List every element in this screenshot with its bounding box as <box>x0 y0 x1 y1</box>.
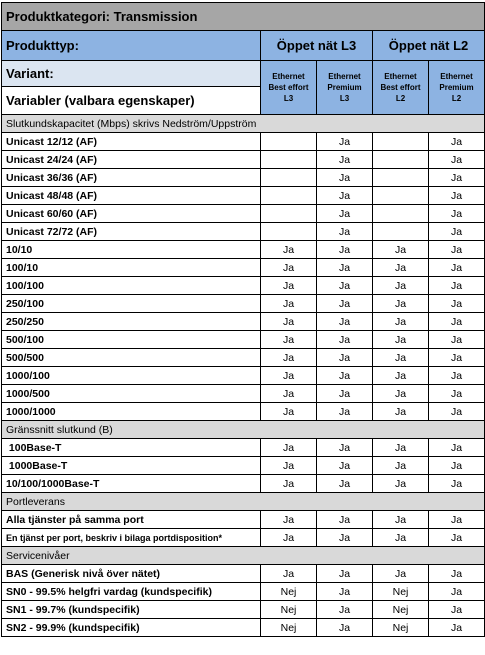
row-label: Unicast 12/12 (AF) <box>2 133 261 151</box>
cell-value: Nej <box>373 601 429 619</box>
variant-col-1 <box>261 61 317 115</box>
cell-value <box>261 205 317 223</box>
cell-value: Ja <box>429 151 485 169</box>
table-row <box>2 583 485 601</box>
cell-value <box>261 133 317 151</box>
variant-col-2-line1: Ethernet <box>328 72 361 81</box>
cell-value <box>373 223 429 241</box>
table-row <box>2 475 485 493</box>
cell-value: Ja <box>317 151 373 169</box>
cell-value: Ja <box>429 619 485 637</box>
product-type-label: Produkttyp: <box>2 31 261 61</box>
cell-value <box>261 169 317 187</box>
section-title: Slutkundskapacitet (Mbps) skrivs Nedström/Uppström <box>2 115 485 133</box>
product-type-row <box>2 31 485 61</box>
row-label: 1000/500 <box>2 385 261 403</box>
variant-col-3-line1: Ethernet <box>384 72 417 81</box>
cell-value: Ja <box>317 439 373 457</box>
cell-value: Ja <box>429 403 485 421</box>
group-open-l3: Öppet nät L3 <box>261 31 373 61</box>
cell-value: Ja <box>373 295 429 313</box>
cell-value: Ja <box>317 601 373 619</box>
cell-value: Ja <box>317 133 373 151</box>
table-row <box>2 223 485 241</box>
variant-col-2-line2: Premium <box>327 83 362 92</box>
row-label: Unicast 60/60 (AF) <box>2 205 261 223</box>
cell-value: Ja <box>317 349 373 367</box>
variant-col-2-line3: L3 <box>339 94 350 103</box>
cell-value: Ja <box>373 511 429 529</box>
row-label: 100Base-T <box>2 439 261 457</box>
variant-col-1-line1: Ethernet <box>272 72 305 81</box>
variant-col-4 <box>429 61 485 115</box>
section-header-row <box>2 547 485 565</box>
cell-value: Ja <box>261 439 317 457</box>
table-row <box>2 385 485 403</box>
table-row <box>2 187 485 205</box>
cell-value: Ja <box>429 511 485 529</box>
cell-value: Ja <box>429 457 485 475</box>
cell-value: Ja <box>261 565 317 583</box>
variant-col-3-line2: Best effort <box>380 83 421 92</box>
category-row <box>2 3 485 31</box>
cell-value: Ja <box>261 295 317 313</box>
row-label: SN1 - 99.7% (kundspecifik) <box>2 601 261 619</box>
table-row <box>2 241 485 259</box>
cell-value: Ja <box>261 277 317 295</box>
cell-value: Ja <box>317 223 373 241</box>
cell-value: Ja <box>429 529 485 547</box>
cell-value: Ja <box>429 295 485 313</box>
product-table <box>1 2 485 637</box>
cell-value: Ja <box>373 277 429 295</box>
table-row <box>2 565 485 583</box>
cell-value: Ja <box>261 475 317 493</box>
cell-value: Ja <box>261 385 317 403</box>
cell-value: Ja <box>317 475 373 493</box>
section-header-row <box>2 115 485 133</box>
cell-value <box>261 187 317 205</box>
cell-value: Nej <box>373 619 429 637</box>
row-label: 1000/100 <box>2 367 261 385</box>
table-row <box>2 601 485 619</box>
table-row <box>2 457 485 475</box>
cell-value: Ja <box>317 457 373 475</box>
table-row <box>2 313 485 331</box>
cell-value: Ja <box>373 457 429 475</box>
cell-value <box>373 133 429 151</box>
cell-value: Ja <box>261 529 317 547</box>
row-label: Unicast 72/72 (AF) <box>2 223 261 241</box>
cell-value: Nej <box>261 619 317 637</box>
cell-value: Ja <box>373 313 429 331</box>
cell-value: Ja <box>429 277 485 295</box>
cell-value <box>373 151 429 169</box>
cell-value <box>373 169 429 187</box>
cell-value: Ja <box>429 601 485 619</box>
row-label: 10/10 <box>2 241 261 259</box>
section-header-row <box>2 493 485 511</box>
cell-value: Ja <box>261 403 317 421</box>
cell-value: Ja <box>317 313 373 331</box>
group-open-l2: Öppet nät L2 <box>373 31 485 61</box>
cell-value: Ja <box>317 187 373 205</box>
table-row <box>2 439 485 457</box>
row-label: 1000Base-T <box>2 457 261 475</box>
table-row <box>2 169 485 187</box>
cell-value: Ja <box>373 385 429 403</box>
cell-value: Ja <box>429 223 485 241</box>
cell-value: Ja <box>317 367 373 385</box>
variant-row <box>2 61 485 87</box>
table-row <box>2 367 485 385</box>
cell-value: Ja <box>317 277 373 295</box>
cell-value: Ja <box>429 331 485 349</box>
row-label: 1000/1000 <box>2 403 261 421</box>
row-label: 100/10 <box>2 259 261 277</box>
section-header-row <box>2 421 485 439</box>
cell-value: Ja <box>317 169 373 187</box>
cell-value: Ja <box>317 331 373 349</box>
table-row <box>2 511 485 529</box>
table-row <box>2 133 485 151</box>
table-row <box>2 529 485 547</box>
cell-value: Ja <box>261 349 317 367</box>
row-label: Unicast 36/36 (AF) <box>2 169 261 187</box>
table-row <box>2 349 485 367</box>
row-label: SN2 - 99.9% (kundspecifik) <box>2 619 261 637</box>
variant-label: Variant: <box>2 61 261 87</box>
cell-value: Ja <box>429 313 485 331</box>
variant-col-1-line3: L3 <box>283 94 294 103</box>
cell-value: Ja <box>317 385 373 403</box>
cell-value: Ja <box>317 403 373 421</box>
cell-value: Ja <box>429 133 485 151</box>
table-row <box>2 619 485 637</box>
variant-col-2 <box>317 61 373 115</box>
cell-value: Ja <box>429 259 485 277</box>
cell-value: Ja <box>317 583 373 601</box>
cell-value <box>261 223 317 241</box>
cell-value: Ja <box>429 385 485 403</box>
row-label: BAS (Generisk nivå över nätet) <box>2 565 261 583</box>
cell-value: Ja <box>373 259 429 277</box>
row-label: 100/100 <box>2 277 261 295</box>
section-title: Gränssnitt slutkund (B) <box>2 421 485 439</box>
row-label: En tjänst per port, beskriv i bilaga portdisposition* <box>2 529 261 547</box>
cell-value: Ja <box>317 241 373 259</box>
row-label: 10/100/1000Base-T <box>2 475 261 493</box>
cell-value: Ja <box>317 205 373 223</box>
table-row <box>2 403 485 421</box>
row-label: 250/250 <box>2 313 261 331</box>
cell-value: Ja <box>373 529 429 547</box>
variant-col-4-line1: Ethernet <box>440 72 473 81</box>
row-label: Unicast 48/48 (AF) <box>2 187 261 205</box>
cell-value: Ja <box>373 403 429 421</box>
cell-value: Ja <box>317 565 373 583</box>
variant-col-3-line3: L2 <box>395 94 406 103</box>
cell-value: Ja <box>373 439 429 457</box>
cell-value: Ja <box>317 511 373 529</box>
cell-value: Ja <box>373 475 429 493</box>
table-row <box>2 295 485 313</box>
cell-value: Ja <box>317 529 373 547</box>
cell-value: Ja <box>429 583 485 601</box>
cell-value <box>261 151 317 169</box>
cell-value: Ja <box>429 349 485 367</box>
variables-label: Variabler (valbara egenskaper) <box>2 87 261 115</box>
row-label: Unicast 24/24 (AF) <box>2 151 261 169</box>
cell-value: Nej <box>261 601 317 619</box>
cell-value: Ja <box>261 511 317 529</box>
cell-value: Ja <box>429 187 485 205</box>
category-title: Produktkategori: Transmission <box>2 3 485 31</box>
cell-value: Ja <box>429 475 485 493</box>
table-row <box>2 331 485 349</box>
cell-value: Ja <box>317 259 373 277</box>
cell-value: Ja <box>261 313 317 331</box>
cell-value: Ja <box>373 565 429 583</box>
row-label: 500/100 <box>2 331 261 349</box>
cell-value: Ja <box>317 619 373 637</box>
cell-value: Ja <box>429 169 485 187</box>
cell-value <box>373 205 429 223</box>
cell-value <box>373 187 429 205</box>
variant-col-1-line2: Best effort <box>268 83 309 92</box>
cell-value: Ja <box>261 241 317 259</box>
cell-value: Ja <box>317 295 373 313</box>
table-row <box>2 277 485 295</box>
table-row <box>2 259 485 277</box>
cell-value: Ja <box>429 565 485 583</box>
cell-value: Ja <box>261 367 317 385</box>
cell-value: Ja <box>373 241 429 259</box>
row-label: SN0 - 99.5% helgfri vardag (kundspecifik) <box>2 583 261 601</box>
cell-value: Nej <box>261 583 317 601</box>
cell-value: Ja <box>373 367 429 385</box>
cell-value: Ja <box>429 205 485 223</box>
section-title: Portleverans <box>2 493 485 511</box>
row-label: 500/500 <box>2 349 261 367</box>
cell-value: Ja <box>261 457 317 475</box>
variant-col-4-line3: L2 <box>451 94 462 103</box>
cell-value: Nej <box>373 583 429 601</box>
table-row <box>2 205 485 223</box>
cell-value: Ja <box>373 331 429 349</box>
cell-value: Ja <box>429 439 485 457</box>
cell-value: Ja <box>261 331 317 349</box>
row-label: Alla tjänster på samma port <box>2 511 261 529</box>
section-title: Servicenivåer <box>2 547 485 565</box>
variant-col-4-line2: Premium <box>439 83 474 92</box>
variant-col-3 <box>373 61 429 115</box>
cell-value: Ja <box>373 349 429 367</box>
table-row <box>2 151 485 169</box>
cell-value: Ja <box>429 241 485 259</box>
cell-value: Ja <box>261 259 317 277</box>
row-label: 250/100 <box>2 295 261 313</box>
cell-value: Ja <box>429 367 485 385</box>
